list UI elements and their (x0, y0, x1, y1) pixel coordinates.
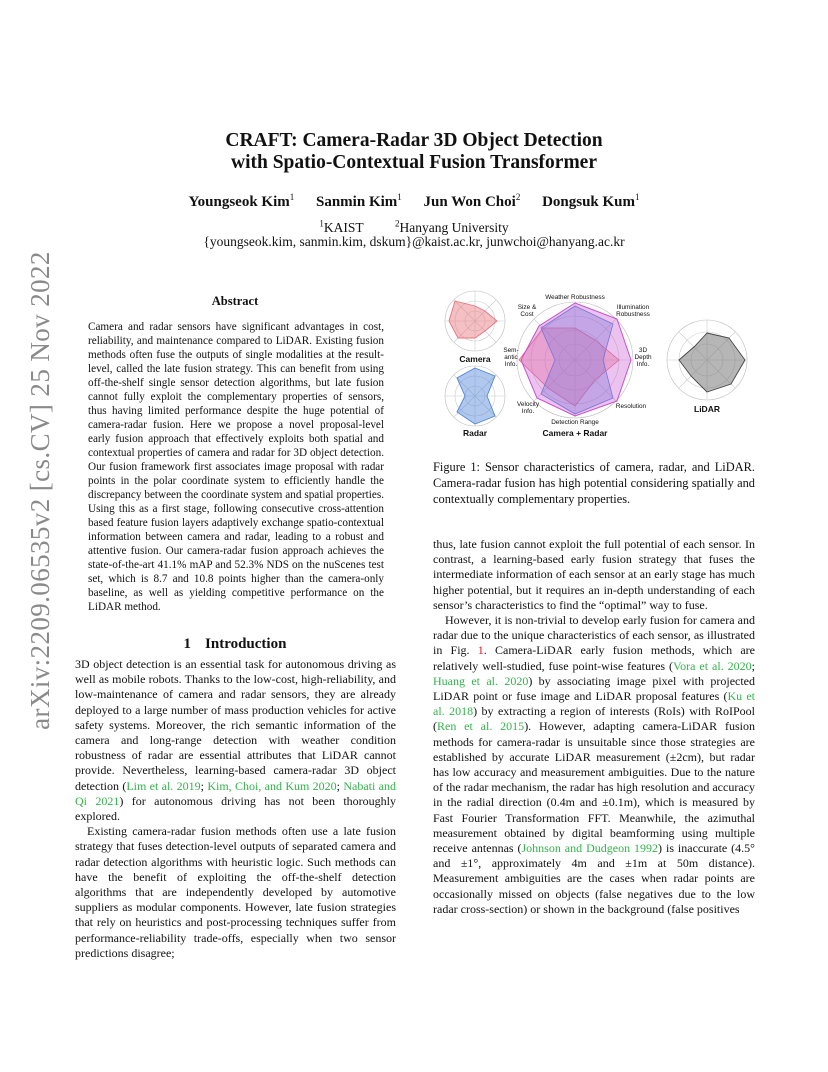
arxiv-stamp (20, 250, 60, 730)
author: Sanmin Kim$^1$ (316, 192, 402, 210)
citation-link[interactable]: Nabati and Qi 2021 (75, 778, 396, 808)
radar-radar-chart (445, 366, 505, 438)
axis-label-range: Detection Range (551, 419, 599, 426)
sensor-radar-charts (433, 288, 755, 448)
fusion-shape (521, 303, 631, 416)
affiliation: $^1$KAIST (319, 218, 364, 235)
camera-label: Camera (459, 354, 491, 364)
paragraph: However, it is non-trivial to develop early fusion for camera and radar due to the unique characteristics of each sensor, as illustrated in Fig. 1. Camera-LiDAR early fusion methods, which are relatively well-studied, fuse point-wise features (Vora et al. 2020; Huang et al. 2020) by associating image pixel with projected LiDAR point or fuse image and LiDAR proposal features (Ku et al. 2018) by extracting a region of interests (RoIs) with RoIPool (Ren et al. 2015). However, adapting camera-LiDAR fusion methods for camera-radar is unsuitable since those strategies are established by accurate LiDAR measurement (±2cm), but radar has low accuracy and measurement ambiguities. Due to the nature of the radar mechanism, the radar has high resolution and accuracy in the radial direction (0.4m and ±0.1m), which is measured by Fast Fourier Transformation FFT. Meanwhile, the azimuthal measurement obtained by digital beamforming using multiple receive antennas (Johnson and Dudgeon 1992) is inaccurate (4.5° and ±1°, approximately 4m and ±1m at 50m distance). Measurement ambiguities are the cases when radar points are occasionally missed on objects (false negatives due to the low radar cross-section) or shown in the background (false positives (433, 613, 756, 916)
paragraph: Existing camera-radar fusion methods often use a late fusion strategy that fuses detection-level outputs of separated camera and radar detection algorithms with heuristic logic. Such methods can have the benefit of exploiting the off-the-shelf detection algorithms that are independently developed by automotive suppliers as modular components. However, late fusion strategies that rely on heuristics and post-processing techniques suffer from performance-reliability trade-offs, especially when two sensor predictions disagree; (75, 824, 396, 960)
citation-link[interactable]: Kim, Choi, and Kum 2020 (207, 778, 337, 793)
citation-link[interactable]: Vora et al. 2020 (673, 658, 752, 673)
citation-link[interactable]: Lim et al. 2019 (126, 778, 201, 793)
affiliation: $^2$Hanyang University (395, 218, 509, 235)
axis-label-size: Size & Cost (517, 304, 537, 318)
paper-title (0, 130, 828, 174)
citation-link[interactable]: Ku et al. 2018 (433, 689, 756, 719)
title-line-1: CRAFT: Camera-Radar 3D Object Detection (225, 130, 603, 151)
right-column-body (433, 537, 755, 917)
citation-link[interactable]: Ren et al. 2015 (437, 719, 525, 734)
section-title: Introduction (205, 636, 287, 652)
radar-label: Radar (462, 428, 488, 438)
axis-label-weather: Weather Robustness (545, 294, 605, 301)
citation-link[interactable]: Johnson and Dudgeon 1992 (521, 841, 659, 856)
axis-label-semantic: Sem-antic Info. (503, 347, 519, 368)
axis-label-illumination: Illumination Robustness (616, 304, 650, 318)
section-heading-introduction (75, 636, 395, 653)
axis-label-velocity: Velocity Info. (516, 401, 540, 415)
arxiv-identifier: arXiv:2209.06535v2 [cs.CV] 25 Nov 2022 (24, 250, 55, 730)
author: Youngseok Kim$^1$ (188, 192, 295, 210)
axis-label-resolution: Resolution (615, 403, 647, 410)
abstract-heading: Abstract (211, 294, 259, 308)
camera-radar-chart (445, 291, 505, 364)
figure-caption: Figure 1: Sensor characteristics of camera, radar, and LiDAR. Camera-radar fusion has high potential considering spatially and contextually complementary properties. (433, 460, 755, 506)
figure-1 (433, 288, 755, 448)
citation-link[interactable]: Huang et al. 2020 (433, 673, 529, 688)
affiliations (0, 218, 828, 236)
paragraph: thus, late fusion cannot exploit the full potential of each sensor. In contrast, a learning-based early fusion strategy that fuses the intermediate information of each sensor at an early stage has much higher potential, but it requires an in-depth understanding of each sensor’s characteristics to find the “optimal” way to fuse. (433, 537, 755, 612)
section-number: 1 (183, 636, 192, 652)
lidar-label: LiDAR (694, 404, 720, 414)
fusion-label: Camera + Radar (542, 428, 608, 438)
introduction-body (75, 657, 396, 961)
author-list (0, 192, 828, 211)
lidar-radar-chart (667, 320, 747, 414)
author: Jun Won Choi$^2$ (423, 192, 521, 210)
author: Dongsuk Kum$^1$ (542, 192, 640, 210)
abstract-text: Camera and radar sensors have significant advantages in cost, reliability, and maintenance compared to LiDAR. Existing fusion methods often fuse the outputs of single modalities at the result-level, called the late fusion strategy. This can benefit from using off-the-shelf single sensor detection algorithms, but late fusion cannot fully exploit the complementary properties of sensors, thus having limited performance despite the huge potential of camera-radar fusion. Here we propose a novel proposal-level early fusion approach that effectively exploits both spatial and contextual properties of camera and radar for 3D object detection. Our fusion framework first associates image proposal with radar points in the polar coordinate system to efficiently handle the discrepancy between the coordinate system and spatial properties. Using this as a first stage, following consecutive cross-attention based feature fusion layers adaptively exchange spatio-contextual information between camera and radar, leading to a robust and attentive fusion. Our camera-radar fusion approach achieves the state-of-the-art 41.1% mAP and 52.3% NDS on the nuScenes test set, which is 8.7 and 10.8 points higher than the camera-only baseline, as well as yielding competitive performance on the LiDAR method. (88, 321, 384, 613)
figure-reference-link[interactable]: 1 (477, 643, 484, 658)
axis-label-depth: 3D Depth Info. (634, 347, 652, 368)
fusion-radar-chart (503, 294, 652, 438)
title-line-2: with Spatio-Contextual Fusion Transformer (231, 152, 597, 173)
author-emails: {youngseok.kim, sanmin.kim, dskum}@kaist.ac.kr, junwchoi@hanyang.ac.kr (203, 234, 625, 249)
paragraph: 3D object detection is an essential task for autonomous driving as well as mobile robots. Thanks to the low-cost, high-reliability, and low-maintenance of camera and radar sensors, they are already deployed to a large number of mass production vehicles for active safety systems. Moreover, the rich semantic information of the camera and long-range detection with weather condition robustness of radar are essential attributes that LiDAR cannot provide. Nevertheless, learning-based camera-radar 3D object detection (Lim et al. 2019; Kim, Choi, and Kum 2020; Nabati and Qi 2021) for autonomous driving has not been thoroughly explored. (75, 657, 397, 824)
